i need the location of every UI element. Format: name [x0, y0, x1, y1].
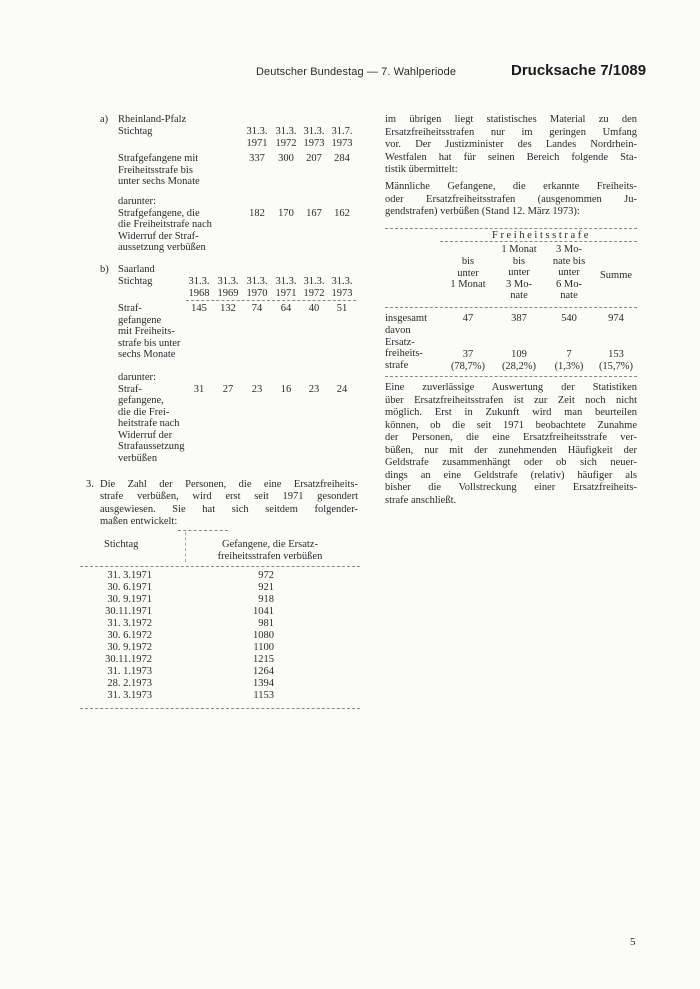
- value-cell: 540: [561, 313, 577, 324]
- row-label-ersatz: davon Ersatz- freiheits- strafe: [385, 325, 423, 371]
- section-b-title: Saarland: [118, 264, 155, 275]
- right-paragraph-3: Eine zuverlässige Auswertung der Statistiken über Ersatzfreiheitsstrafen ist zur Zeit noch nicht möglich. Erst in Zukunft wird man beurteilen können, ob die seit 1971 beobachtete Zunahme der Personen, die eine Ersatzfreiheitsstrafe ver- büßen, nur mit der zunehmenden Häufigkeit der Geldstrafe zusammenhängt oder ob sich neuer- dings an eine Geldstrafe (relativ) häufiger als bisher die Vollstreckung einer Ersatzfreiheits- strafe anschließt.: [385, 382, 637, 506]
- value-cell: 40: [308, 303, 320, 314]
- date-cell: 31.3. 1969: [217, 276, 239, 299]
- item-3-number: 3.: [86, 479, 94, 490]
- date-cell: 31.3. 1973: [331, 276, 353, 299]
- value-cell: 974: [608, 313, 624, 324]
- value-cell: 145: [191, 303, 207, 314]
- table-cell: 1153: [253, 690, 274, 701]
- col-header: Summe: [599, 270, 633, 281]
- column-divider: [185, 532, 186, 562]
- section-a-row1-label: Strafgefangene mit Freiheitsstrafe bis unter sechs Monate: [118, 153, 200, 187]
- value-cell: 7 (1,3%): [554, 349, 584, 372]
- table-cell: 1394: [253, 678, 274, 689]
- document-number: Drucksache 7/1089: [511, 62, 647, 79]
- table-cell: 1041: [253, 606, 274, 617]
- value-cell: 300: [278, 153, 294, 164]
- table-cell: 30.11.1971: [105, 606, 152, 617]
- value-cell: 47: [462, 313, 474, 324]
- table-cell: 31. 3.1971: [107, 570, 152, 581]
- date-cell: 31.3. 1972: [275, 126, 297, 149]
- col-header: bis unter 1 Monat: [450, 256, 486, 290]
- value-cell: 284: [334, 153, 350, 164]
- value-cell: 16: [280, 384, 292, 395]
- section-a-marker: a): [100, 114, 109, 125]
- right-paragraph-1: im übrigen liegt statistisches Material zu den Ersatzfreiheitsstrafen nur im geringen Umfang vor. Der Justizminister des Landes Nordrhein- Westfalen hat für seinen Bereich folgende Sta- tistik übermittelt:: [385, 114, 637, 175]
- table-cell: 30. 9.1972: [107, 642, 152, 653]
- col-header: 1 Monat bis unter 3 Mo- nate: [501, 244, 537, 301]
- table-cell: 918: [258, 594, 274, 605]
- date-cell: 31.3. 1970: [246, 276, 268, 299]
- date-cell: 31.3. 1968: [188, 276, 210, 299]
- stichtag-column-header: Stichtag: [104, 539, 139, 550]
- col-header: 3 Mo- nate bis unter 6 Mo- nate: [552, 244, 586, 301]
- date-cell: 31.3. 1972: [303, 276, 325, 299]
- freiheitsstrafe-header: Freiheitsstrafe: [492, 230, 592, 241]
- running-header: Deutscher Bundestag — 7. Wahlperiode: [256, 66, 457, 78]
- date-cell: 31.3. 1971: [275, 276, 297, 299]
- date-cell: 31.3. 1971: [246, 126, 268, 149]
- table-cell: 28. 2.1973: [107, 678, 152, 689]
- value-cell: 64: [280, 303, 292, 314]
- table-cell: 30. 6.1972: [107, 630, 152, 641]
- section-b-row2-label: darunter: Straf- gefangene, die die Frei- heitstrafe nach Widerruf der Strafaussetzung verbüßen: [118, 372, 185, 464]
- value-cell: 337: [249, 153, 265, 164]
- value-cell: 153 (15,7%): [598, 349, 634, 372]
- page-number: 5: [630, 936, 636, 948]
- section-a-row2-label: darunter: Strafgefangene, die die Freiheitstrafe nach Widerruf der Straf- aussetzung verbüßen: [118, 196, 212, 253]
- value-cell: 37 (78,7%): [450, 349, 486, 372]
- rule: [186, 300, 356, 301]
- table-cell: 1264: [253, 666, 274, 677]
- value-cell: 132: [220, 303, 236, 314]
- rule: [80, 708, 360, 709]
- table-cell: 921: [258, 582, 274, 593]
- rule: [385, 376, 637, 377]
- row-label-insgesamt: insgesamt: [385, 313, 427, 324]
- table-cell: 30. 6.1971: [107, 582, 152, 593]
- rule: [80, 566, 360, 567]
- value-cell: 109 (28,2%): [501, 349, 537, 372]
- item-3-paragraph: Die Zahl der Personen, die eine Ersatzfreiheits- strafe verbüßen, wird erst seit 1971 gesondert ausgewiesen. Sie hat sich seitdem folgender- maßen entwickelt:: [100, 479, 358, 527]
- table-cell: 981: [258, 618, 274, 629]
- value-cell: 27: [222, 384, 234, 395]
- value-cell: 162: [334, 208, 350, 219]
- value-cell: 182: [249, 208, 265, 219]
- value-cell: 23: [251, 384, 263, 395]
- rule: [178, 530, 228, 531]
- table-cell: 1215: [253, 654, 274, 665]
- table-cell: 1100: [253, 642, 274, 653]
- date-cell: 31.7. 1973: [331, 126, 353, 149]
- section-b-marker: b): [100, 264, 109, 275]
- section-a-title: Rheinland-Pfalz: [118, 114, 187, 125]
- section-a-stichtag-label: Stichtag: [118, 126, 153, 137]
- rule: [385, 228, 637, 229]
- value-cell: 23: [308, 384, 320, 395]
- table-cell: 31. 1.1973: [107, 666, 152, 677]
- table-cell: 1080: [253, 630, 274, 641]
- rule: [385, 307, 637, 308]
- value-cell: 31: [193, 384, 205, 395]
- value-cell: 51: [336, 303, 348, 314]
- value-cell: 24: [336, 384, 348, 395]
- section-b-stichtag-label: Stichtag: [118, 276, 153, 287]
- rule: [440, 241, 637, 242]
- section-b-row1-label: Straf- gefangene mit Freiheits- strafe bis unter sechs Monate: [118, 303, 181, 360]
- table-cell: 30. 9.1971: [107, 594, 152, 605]
- table-cell: 30.11.1972: [105, 654, 152, 665]
- value-cell: 170: [278, 208, 294, 219]
- value-cell: 207: [306, 153, 322, 164]
- table-cell: 31. 3.1973: [107, 690, 152, 701]
- table-cell: 972: [258, 570, 274, 581]
- table-cell: 31. 3.1972: [107, 618, 152, 629]
- value-cell: 167: [306, 208, 322, 219]
- prisoners-column-header: Gefangene, die Ersatz- freiheitsstrafen verbüßen: [217, 539, 323, 562]
- value-cell: 387: [511, 313, 527, 324]
- date-cell: 31.3. 1973: [303, 126, 325, 149]
- right-paragraph-2: Männliche Gefangene, die erkannte Freiheits- oder Ersatzfreiheitsstrafen (ausgenommen Ju- gendstrafen) verbüßen (Stand 12. März 1973):: [385, 181, 637, 217]
- value-cell: 74: [251, 303, 263, 314]
